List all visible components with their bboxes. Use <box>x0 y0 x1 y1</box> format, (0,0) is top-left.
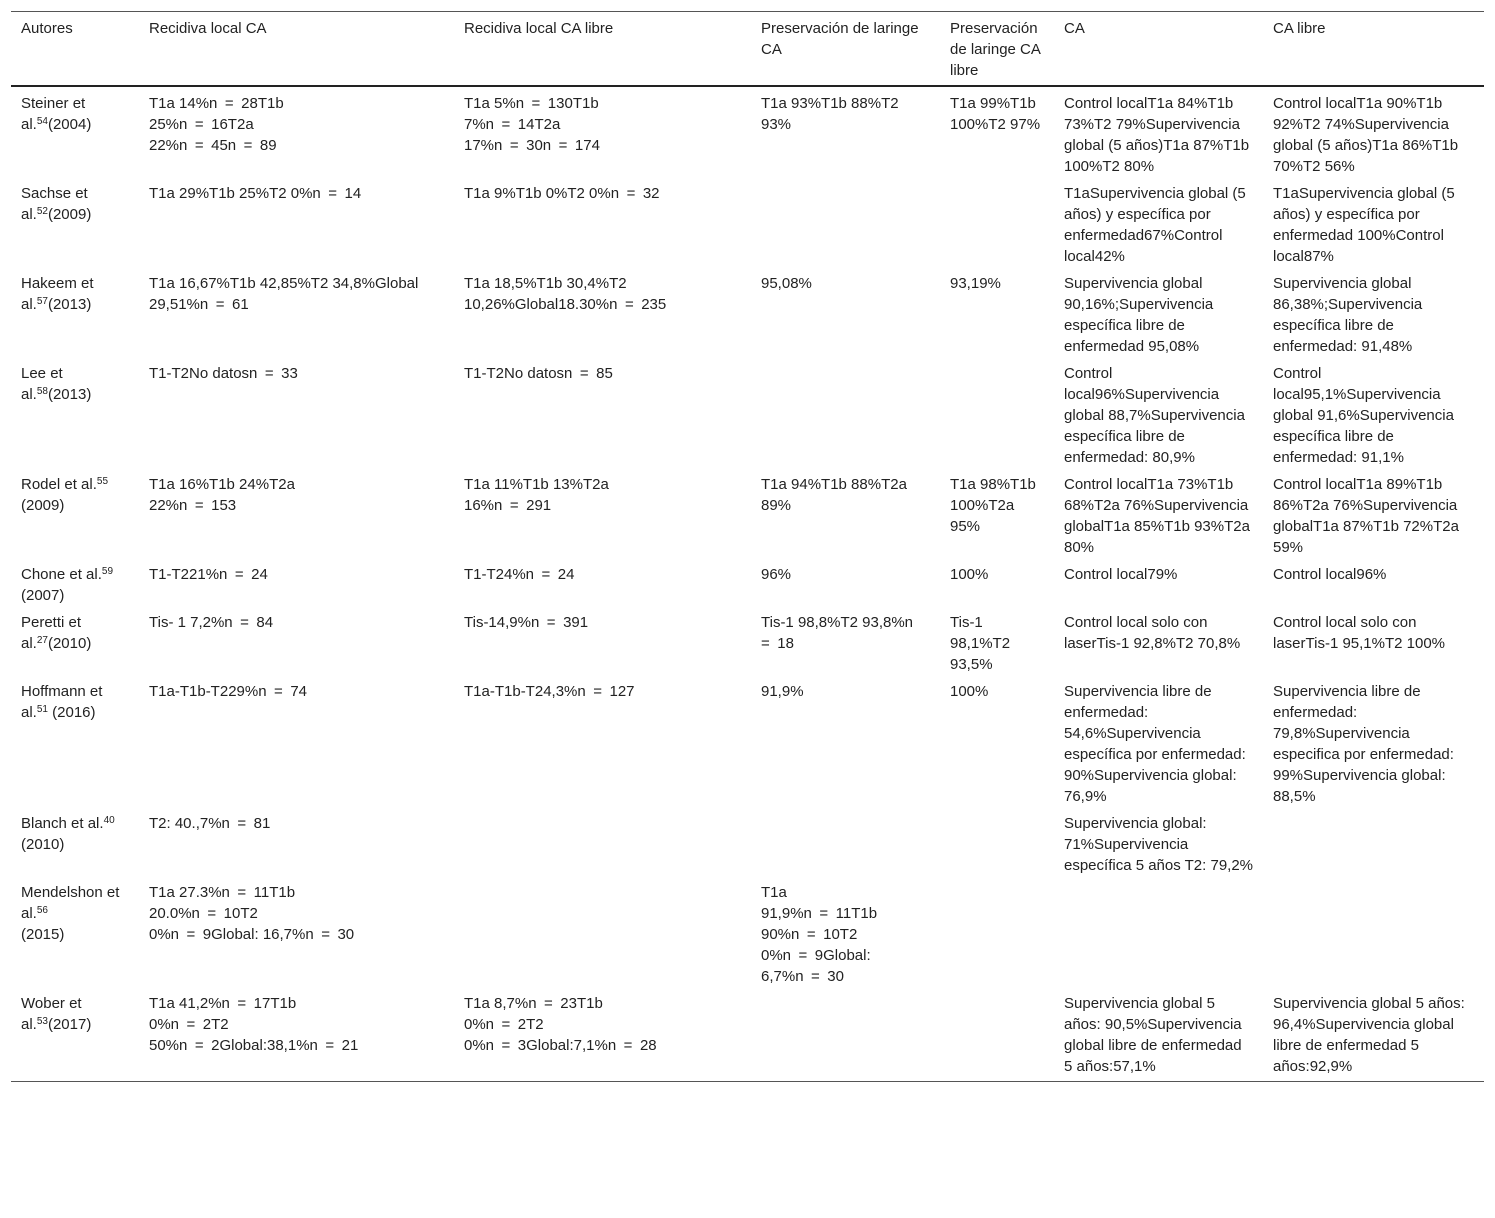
cell-ca: Control localT1a 73%T1b 68%T2a 76%Supervivencia globalT1a 85%T1b 93%T2a 80% <box>1064 476 1250 556</box>
author-year: (2017) <box>47 1016 92 1033</box>
author-name: Chone et al. <box>21 566 102 583</box>
results-table <box>11 11 1484 1082</box>
table-row <box>11 606 1484 675</box>
cell-recidiva-local-ca-libre: T1-T24%n = 24 <box>464 566 575 583</box>
cell-ca: Control local solo con laserTis-1 92,8%T2 70,8% <box>1064 614 1241 652</box>
cell-preservacion-laringe-ca: 91,9% <box>761 683 804 700</box>
cell-recidiva-local-ca-libre: T1a 9%T1b 0%T2 0%n = 32 <box>464 185 660 202</box>
cell-ca <box>1054 876 1263 987</box>
author-name: Hoffmann et al. <box>21 683 103 721</box>
results-table-container <box>11 11 1484 1082</box>
reference-number: 53 <box>36 1016 48 1027</box>
header-recidiva-local-ca-libre: Recidiva local CA libre <box>454 12 751 87</box>
cell-recidiva-local-ca-libre: T1-T2No datosn = 85 <box>464 365 613 382</box>
cell-autores <box>11 807 139 876</box>
cell-recidiva-local-ca: T1a-T1b-T229%n = 74 <box>149 683 307 700</box>
cell-ca-libre: Control localT1a 89%T1b 86%T2a 76%Supervivencia globalT1a 87%T1b 72%T2a 59% <box>1273 476 1459 556</box>
cell-preservacion-laringe-ca-libre: 100% <box>950 683 989 700</box>
cell-autores <box>11 987 139 1082</box>
author-year: (2009) <box>47 206 92 223</box>
cell-recidiva-local-ca-libre: T1a 11%T1b 13%T2a 16%n = 291 <box>464 476 609 514</box>
author-name: Rodel et al. <box>21 476 97 493</box>
table-row <box>11 86 1484 177</box>
table-row <box>11 987 1484 1082</box>
header-preservacion-laringe-ca: Preservación de laringe CA <box>751 12 940 87</box>
cell-ca: T1aSupervivencia global (5 años) y específica por enfermedad67%Control local42% <box>1064 185 1246 265</box>
cell-preservacion-laringe-ca-libre <box>940 357 1054 468</box>
cell-preservacion-laringe-ca-libre: T1a 99%T1b 100%T2 97% <box>950 95 1041 133</box>
cell-preservacion-laringe-ca-libre <box>940 876 1054 987</box>
author-year: (2004) <box>47 116 92 133</box>
cell-ca: Control local79% <box>1064 566 1178 583</box>
reference-number: 54 <box>36 116 48 127</box>
cell-preservacion-laringe-ca-libre <box>940 807 1054 876</box>
cell-autores <box>11 86 139 177</box>
reference-number: 51 <box>36 704 48 715</box>
cell-recidiva-local-ca: T1a 16%T1b 24%T2a 22%n = 153 <box>149 476 295 514</box>
cell-ca-libre: Control local95,1%Supervivencia global 91,6%Supervivencia específica libre de enfermedad: 91,1% <box>1273 365 1454 466</box>
author-name: Steiner et al. <box>21 95 86 133</box>
cell-preservacion-laringe-ca-libre <box>940 987 1054 1082</box>
cell-autores <box>11 558 139 606</box>
cell-preservacion-laringe-ca: Tis-1 98,8%T2 93,8%n = 18 <box>761 614 921 652</box>
cell-ca-libre <box>1263 876 1484 987</box>
cell-preservacion-laringe-ca: T1a 94%T1b 88%T2a 89% <box>761 476 907 514</box>
author-name: Sachse et al. <box>21 185 88 223</box>
cell-ca: Supervivencia libre de enfermedad: 54,6%Supervivencia específica por enfermedad: 90%Supervivencia global: 76,9% <box>1064 683 1246 805</box>
table-row <box>11 468 1484 558</box>
cell-recidiva-local-ca-libre <box>454 876 751 987</box>
cell-preservacion-laringe-ca-libre: 93,19% <box>950 275 1001 292</box>
cell-recidiva-local-ca: T2: 40.,7%n = 81 <box>149 815 271 832</box>
author-name: Lee et al. <box>21 365 63 403</box>
cell-autores <box>11 357 139 468</box>
cell-preservacion-laringe-ca-libre: 100% <box>950 566 989 583</box>
header-preservacion-laringe-ca-libre: Preservación de laringe CA libre <box>940 12 1054 87</box>
author-name: Hakeem et al. <box>21 275 94 313</box>
author-year: (2010) <box>21 836 65 853</box>
cell-preservacion-laringe-ca: T1a 93%T1b 88%T2 93% <box>761 95 899 133</box>
cell-recidiva-local-ca-libre: T1a 5%n = 130T1b 7%n = 14T2a 17%n = 30n = 174 <box>464 95 600 154</box>
cell-preservacion-laringe-ca-libre <box>940 177 1054 267</box>
cell-preservacion-laringe-ca: 96% <box>761 566 792 583</box>
author-name: Blanch et al. <box>21 815 104 832</box>
cell-recidiva-local-ca: Tis- 1 7,2%n = 84 <box>149 614 274 631</box>
cell-ca-libre: Control localT1a 90%T1b 92%T2 74%Supervivencia global (5 años)T1a 86%T1b 70%T2 56% <box>1273 95 1459 175</box>
reference-number: 27 <box>36 635 48 646</box>
author-name: Mendelshon et al. <box>21 884 120 922</box>
reference-number: 52 <box>36 206 48 217</box>
cell-ca-libre: Supervivencia global 86,38%;Supervivencia específica libre de enfermedad: 91,48% <box>1273 275 1423 355</box>
cell-ca: Control localT1a 84%T1b 73%T2 79%Supervivencia global (5 años)T1a 87%T1b 100%T2 80% <box>1064 95 1250 175</box>
cell-ca-libre: Supervivencia libre de enfermedad: 79,8%Supervivencia especifica por enfermedad: 99%Supervivencia global: 88,5% <box>1273 683 1454 805</box>
reference-number: 55 <box>96 476 109 487</box>
cell-recidiva-local-ca-libre: Tis-14,9%n = 391 <box>464 614 589 631</box>
cell-recidiva-local-ca: T1-T221%n = 24 <box>149 566 268 583</box>
cell-preservacion-laringe-ca <box>751 177 940 267</box>
cell-ca-libre: Control local solo con laserTis-1 95,1%T2 100% <box>1273 614 1446 652</box>
author-year: (2013) <box>47 296 92 313</box>
author-year: (2015) <box>21 926 65 943</box>
cell-ca-libre: Control local96% <box>1273 566 1387 583</box>
reference-number: 59 <box>101 566 114 577</box>
reference-number: 57 <box>36 296 48 307</box>
header-row <box>11 12 1484 87</box>
cell-preservacion-laringe-ca <box>751 807 940 876</box>
author-name: Peretti et al. <box>21 614 82 652</box>
cell-ca: Supervivencia global 90,16%;Supervivencia específica libre de enfermedad 95,08% <box>1064 275 1214 355</box>
table-body <box>11 86 1484 1082</box>
reference-number: 40 <box>103 815 115 826</box>
cell-autores <box>11 177 139 267</box>
cell-preservacion-laringe-ca <box>751 987 940 1082</box>
header-recidiva-local-ca: Recidiva local CA <box>139 12 454 87</box>
author-year: (2009) <box>21 497 65 514</box>
cell-recidiva-local-ca: T1a 14%n = 28T1b 25%n = 16T2a 22%n = 45n = 89 <box>149 95 284 154</box>
cell-recidiva-local-ca-libre <box>454 807 751 876</box>
reference-number: 58 <box>36 386 48 397</box>
cell-preservacion-laringe-ca-libre: T1a 98%T1b 100%T2a 95% <box>950 476 1036 535</box>
header-autores: Autores <box>11 12 139 87</box>
cell-ca: Supervivencia global 5 años: 90,5%Supervivencia global libre de enfermedad 5 años:57,1% <box>1054 987 1263 1082</box>
header-ca-libre: CA libre <box>1263 12 1484 87</box>
cell-autores <box>11 267 139 357</box>
cell-autores <box>11 876 139 987</box>
cell-recidiva-local-ca: T1a 16,67%T1b 42,85%T2 34,8%Global 29,51%n = 61 <box>149 275 419 313</box>
cell-recidiva-local-ca: T1a 27.3%n = 11T1b 20.0%n = 10T2 0%n = 9Global: 16,7%n = 30 <box>149 884 355 943</box>
reference-number: 56 <box>36 905 48 916</box>
cell-preservacion-laringe-ca: 95,08% <box>761 275 812 292</box>
cell-recidiva-local-ca: T1-T2No datosn = 33 <box>149 365 298 382</box>
cell-ca: Control local96%Supervivencia global 88,7%Supervivencia específica libre de enfermedad: 80,9% <box>1064 365 1245 466</box>
table-row <box>11 177 1484 267</box>
cell-preservacion-laringe-ca: T1a 91,9%n = 11T1b 90%n = 10T2 0%n = 9Global: 6,7%n = 30 <box>761 884 878 985</box>
cell-ca: Supervivencia global: 71%Supervivencia específica 5 años T2: 79,2% <box>1064 815 1254 874</box>
cell-autores <box>11 675 139 807</box>
cell-ca-libre: Supervivencia global 5 años: 96,4%Supervivencia global libre de enfermedad 5 años:92,9% <box>1263 987 1484 1082</box>
table-row <box>11 357 1484 468</box>
table-row <box>11 876 1484 987</box>
author-year: (2016) <box>47 704 96 721</box>
author-year: (2013) <box>47 386 92 403</box>
table-row <box>11 807 1484 876</box>
table-row <box>11 558 1484 606</box>
cell-autores <box>11 468 139 558</box>
cell-recidiva-local-ca-libre: T1a 18,5%T1b 30,4%T2 10,26%Global18.30%n = 235 <box>464 275 667 313</box>
table-row <box>11 267 1484 357</box>
cell-recidiva-local-ca: T1a 41,2%n = 17T1b 0%n = 2T2 50%n = 2Global:38,1%n = 21 <box>139 987 454 1082</box>
author-name: Wober et al. <box>21 995 82 1033</box>
cell-autores <box>11 606 139 675</box>
cell-ca-libre <box>1263 807 1484 876</box>
cell-recidiva-local-ca-libre: T1a 8,7%n = 23T1b 0%n = 2T2 0%n = 3Global:7,1%n = 28 <box>454 987 751 1082</box>
cell-recidiva-local-ca-libre: T1a-T1b-T24,3%n = 127 <box>464 683 635 700</box>
table-row <box>11 675 1484 807</box>
cell-preservacion-laringe-ca <box>751 357 940 468</box>
cell-ca-libre: T1aSupervivencia global (5 años) y específica por enfermedad 100%Control local87% <box>1273 185 1455 265</box>
header-ca: CA <box>1054 12 1263 87</box>
cell-recidiva-local-ca: T1a 29%T1b 25%T2 0%n = 14 <box>149 185 362 202</box>
author-year: (2010) <box>47 635 92 652</box>
author-year: (2007) <box>21 587 65 604</box>
cell-preservacion-laringe-ca-libre: Tis-1 98,1%T2 93,5% <box>950 614 1011 673</box>
